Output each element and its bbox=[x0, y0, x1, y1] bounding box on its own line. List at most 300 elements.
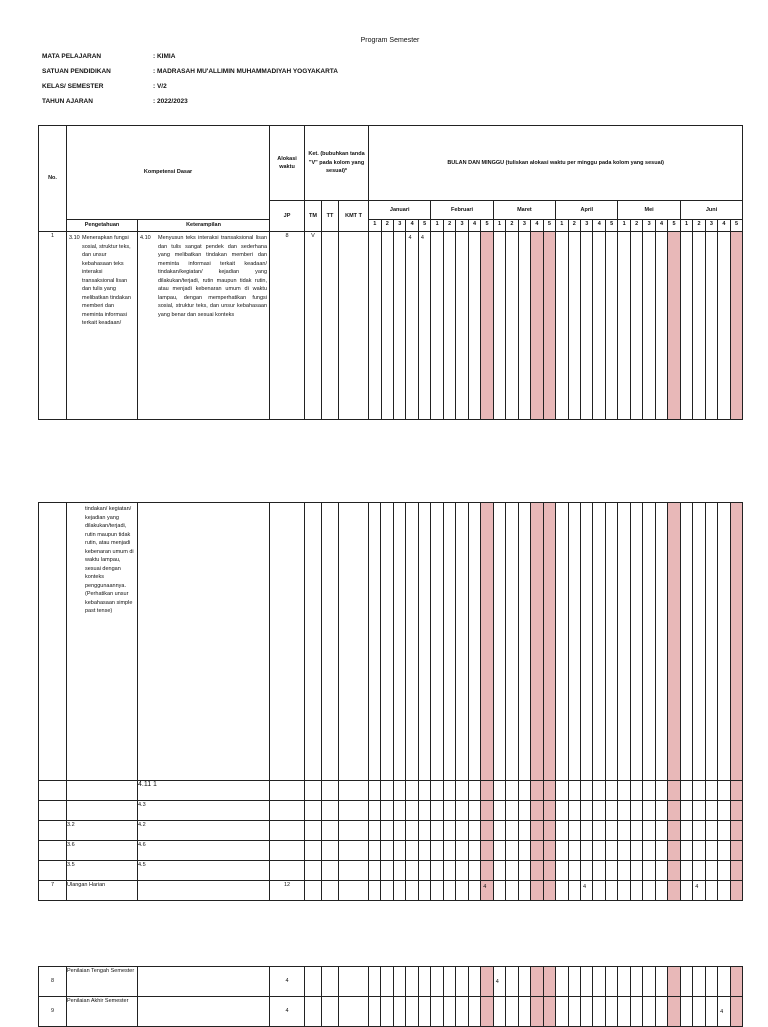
week-cell bbox=[418, 967, 430, 997]
row-number: 8 bbox=[39, 967, 67, 997]
week-cell bbox=[568, 861, 580, 881]
week-number: 5 bbox=[481, 220, 493, 232]
week-number: 5 bbox=[418, 220, 430, 232]
header-tt: TT bbox=[322, 201, 339, 232]
week-cell bbox=[593, 801, 605, 821]
week-cell bbox=[668, 967, 680, 997]
week-cell bbox=[668, 997, 680, 1027]
week-number: 5 bbox=[668, 220, 680, 232]
week-cell bbox=[630, 232, 642, 420]
jp-cell: 8 bbox=[270, 232, 305, 420]
month-maret: Maret bbox=[493, 201, 555, 220]
week-cell bbox=[630, 781, 642, 801]
table-row bbox=[39, 881, 743, 901]
program-table-2 bbox=[38, 502, 743, 901]
week-cell bbox=[643, 503, 655, 781]
week-cell bbox=[718, 503, 730, 781]
week-cell bbox=[605, 997, 617, 1027]
week-cell bbox=[605, 781, 617, 801]
row-number bbox=[39, 821, 67, 841]
week-cell bbox=[655, 232, 667, 420]
week-cell bbox=[518, 841, 530, 861]
week-cell bbox=[431, 997, 443, 1027]
page-title: Program Semester bbox=[360, 37, 420, 44]
month-mei: Mei bbox=[618, 201, 680, 220]
week-cell bbox=[543, 801, 555, 821]
week-cell bbox=[418, 821, 430, 841]
week-cell bbox=[556, 801, 568, 821]
header-ket: Ket. (bubuhkan tanda "V" pada kolom yang sesuai)* bbox=[305, 126, 369, 201]
week-cell bbox=[593, 232, 605, 420]
week-cell bbox=[655, 841, 667, 861]
row-number bbox=[39, 861, 67, 881]
week-cell bbox=[655, 881, 667, 901]
week-cell bbox=[393, 503, 405, 781]
week-cell bbox=[580, 967, 592, 997]
week-cell bbox=[381, 781, 393, 801]
week-cell bbox=[730, 232, 743, 420]
week-cell bbox=[680, 967, 692, 997]
pengetahuan-cell: 3.5 bbox=[67, 861, 138, 881]
week-cell bbox=[705, 861, 717, 881]
week-cell bbox=[643, 997, 655, 1027]
week-cell bbox=[369, 503, 381, 781]
week-cell bbox=[593, 821, 605, 841]
week-cell bbox=[443, 232, 455, 420]
week-cell bbox=[431, 801, 443, 821]
pengetahuan-text: Menerapkan fungsi sosial, struktur teks, dan unsur kebahasaan teks interaksi transaksional lisan dan tulis yang melibatkan tindakan memberi dan meminta informasi terkait keadaan/ bbox=[82, 235, 131, 326]
week-cell bbox=[543, 821, 555, 841]
week-cell bbox=[518, 881, 530, 901]
week-cell bbox=[456, 861, 468, 881]
row-number: 9 bbox=[39, 997, 67, 1027]
week-cell bbox=[668, 861, 680, 881]
week-cell bbox=[618, 861, 630, 881]
week-cell bbox=[580, 801, 592, 821]
week-number: 1 bbox=[556, 220, 568, 232]
week-cell bbox=[630, 503, 642, 781]
week-cell bbox=[568, 503, 580, 781]
table-row bbox=[39, 232, 743, 420]
week-number: 4 bbox=[593, 220, 605, 232]
week-cell bbox=[468, 997, 480, 1027]
week-cell bbox=[618, 801, 630, 821]
activity-label: Ulangan Harian bbox=[67, 881, 138, 901]
week-cell bbox=[718, 881, 730, 901]
activity-label: Penilaian Tengah Semester bbox=[67, 967, 138, 997]
week-cell bbox=[531, 781, 543, 801]
week-cell bbox=[518, 997, 530, 1027]
pengetahuan-cell bbox=[67, 801, 138, 821]
week-cell bbox=[431, 967, 443, 997]
table-row bbox=[39, 861, 743, 881]
week-cell bbox=[543, 503, 555, 781]
week-cell bbox=[680, 881, 692, 901]
week-number: 4 bbox=[531, 220, 543, 232]
month-juni: Juni bbox=[680, 201, 743, 220]
week-cell bbox=[406, 781, 418, 801]
pengetahuan-text: tindakan/ kegiatan/ kejadian yang dilakukan/terjadi, rutin maupun tidak rutin, atau menjadi kebenaran umum di waktu lampau, sesuai dengan konteks penggunaannya. (Perhatikan unsur kebahasaan simple past tense) bbox=[85, 506, 134, 614]
jp-cell: 12 bbox=[270, 881, 305, 901]
info-value: : V/2 bbox=[153, 83, 167, 90]
week-cell bbox=[406, 997, 418, 1027]
week-cell bbox=[418, 997, 430, 1027]
week-number: 2 bbox=[568, 220, 580, 232]
week-cell bbox=[443, 861, 455, 881]
info-value: : MADRASAH MU'ALLIMIN MUHAMMADIYAH YOGYAKARTA bbox=[153, 68, 338, 75]
info-label: MATA PELAJARAN bbox=[42, 53, 102, 60]
week-cell bbox=[369, 821, 381, 841]
week-cell bbox=[593, 967, 605, 997]
row-number bbox=[39, 841, 67, 861]
week-cell bbox=[680, 503, 692, 781]
week-cell bbox=[418, 503, 430, 781]
week-cell bbox=[556, 841, 568, 861]
week-cell bbox=[456, 841, 468, 861]
week-cell bbox=[431, 821, 443, 841]
week-number: 3 bbox=[705, 220, 717, 232]
header-jp: JP bbox=[270, 201, 305, 232]
week-cell bbox=[481, 861, 493, 881]
week-cell bbox=[393, 801, 405, 821]
week-cell bbox=[406, 841, 418, 861]
week-cell bbox=[618, 967, 630, 997]
week-cell bbox=[605, 503, 617, 781]
week-cell bbox=[730, 503, 742, 781]
week-cell bbox=[481, 997, 493, 1027]
table-row bbox=[39, 841, 743, 861]
week-cell bbox=[456, 967, 468, 997]
week-cell bbox=[543, 997, 555, 1027]
week-cell bbox=[381, 232, 393, 420]
keterampilan-cell: 4.11 1 bbox=[138, 781, 270, 801]
week-cell bbox=[693, 997, 705, 1027]
week-cell bbox=[468, 881, 480, 901]
info-value: : KIMIA bbox=[153, 53, 176, 60]
week-cell bbox=[693, 861, 705, 881]
week-cell bbox=[381, 997, 393, 1027]
row-number: 7 bbox=[39, 881, 67, 901]
week-cell bbox=[680, 861, 692, 881]
week-cell bbox=[630, 967, 642, 997]
week-cell bbox=[618, 997, 630, 1027]
week-cell bbox=[730, 801, 742, 821]
week-cell bbox=[418, 861, 430, 881]
week-number: 3 bbox=[518, 220, 530, 232]
week-cell bbox=[369, 781, 381, 801]
week-cell bbox=[518, 781, 530, 801]
week-cell bbox=[705, 801, 717, 821]
week-cell bbox=[580, 841, 592, 861]
keterampilan-cell: 4.3 bbox=[138, 801, 270, 821]
week-cell bbox=[481, 503, 493, 781]
week-cell bbox=[630, 801, 642, 821]
kmt-cell bbox=[339, 503, 369, 781]
week-cell bbox=[593, 881, 605, 901]
week-cell bbox=[531, 503, 543, 781]
program-table-3 bbox=[38, 966, 743, 1027]
week-cell bbox=[593, 997, 605, 1027]
week-cell bbox=[543, 232, 555, 420]
week-cell bbox=[531, 801, 543, 821]
week-number: 2 bbox=[381, 220, 393, 232]
jp-cell bbox=[270, 503, 305, 781]
week-cell bbox=[718, 232, 730, 420]
week-cell bbox=[643, 967, 655, 997]
week-cell bbox=[718, 821, 730, 841]
week-row bbox=[39, 220, 743, 232]
keterampilan-cell bbox=[138, 503, 270, 781]
table-row bbox=[39, 503, 743, 781]
week-cell bbox=[668, 781, 680, 801]
jp-cell: 4 bbox=[270, 997, 305, 1027]
week-cell bbox=[518, 861, 530, 881]
week-cell bbox=[643, 232, 655, 420]
week-cell bbox=[406, 861, 418, 881]
week-number: 3 bbox=[643, 220, 655, 232]
week-cell bbox=[705, 821, 717, 841]
row-number bbox=[39, 781, 67, 801]
week-cell bbox=[443, 821, 455, 841]
week-cell bbox=[506, 781, 518, 801]
week-cell bbox=[406, 503, 418, 781]
week-cell bbox=[481, 781, 493, 801]
week-cell bbox=[393, 232, 405, 420]
week-cell bbox=[593, 861, 605, 881]
week-cell: 4 bbox=[580, 881, 592, 901]
week-cell bbox=[518, 503, 530, 781]
week-cell bbox=[381, 967, 393, 997]
kd-number: 3.10 bbox=[69, 235, 80, 241]
pengetahuan-cell bbox=[67, 503, 138, 781]
week-cell bbox=[680, 821, 692, 841]
week-cell bbox=[468, 781, 480, 801]
week-cell bbox=[580, 997, 592, 1027]
week-number: 1 bbox=[369, 220, 381, 232]
week-cell bbox=[418, 781, 430, 801]
week-cell bbox=[618, 881, 630, 901]
week-cell bbox=[406, 881, 418, 901]
week-cell bbox=[481, 232, 493, 420]
header-kompetensi-dasar: Kompetensi Dasar bbox=[67, 126, 270, 220]
keterampilan-cell: 4.6 bbox=[138, 841, 270, 861]
week-number: 2 bbox=[630, 220, 642, 232]
week-cell bbox=[393, 967, 405, 997]
week-cell bbox=[456, 503, 468, 781]
tt-cell bbox=[322, 503, 339, 781]
table-row bbox=[39, 997, 743, 1027]
week-cell bbox=[680, 232, 692, 420]
week-cell bbox=[493, 801, 505, 821]
week-cell bbox=[730, 781, 742, 801]
week-cell bbox=[381, 861, 393, 881]
week-cell bbox=[431, 503, 443, 781]
week-cell bbox=[393, 881, 405, 901]
week-cell bbox=[618, 232, 630, 420]
week-cell bbox=[481, 967, 493, 997]
week-cell bbox=[456, 801, 468, 821]
week-cell bbox=[580, 861, 592, 881]
week-cell bbox=[506, 997, 518, 1027]
week-cell bbox=[369, 881, 381, 901]
week-cell bbox=[506, 841, 518, 861]
week-cell bbox=[655, 967, 667, 997]
week-cell bbox=[543, 881, 555, 901]
week-cell bbox=[506, 881, 518, 901]
row-number bbox=[39, 801, 67, 821]
week-cell bbox=[693, 781, 705, 801]
pengetahuan-cell: 3.2 bbox=[67, 821, 138, 841]
week-cell: 4 bbox=[418, 232, 430, 420]
week-cell bbox=[643, 841, 655, 861]
jp-cell: 4 bbox=[270, 967, 305, 997]
week-cell bbox=[693, 821, 705, 841]
week-cell bbox=[456, 821, 468, 841]
week-cell bbox=[468, 821, 480, 841]
week-cell bbox=[705, 881, 717, 901]
pengetahuan-cell bbox=[67, 232, 138, 420]
week-number: 3 bbox=[456, 220, 468, 232]
week-cell bbox=[718, 967, 730, 997]
week-cell bbox=[431, 781, 443, 801]
kd-number: 4.10 bbox=[140, 235, 151, 241]
week-cell bbox=[493, 861, 505, 881]
week-number: 4 bbox=[655, 220, 667, 232]
keterampilan-text: Menyusun teks interaksi transaksional lisan dan tulis sangat pendek dan sederhana yang melibatkan tindakan memberi dan meminta informasi terkait keadaan/ tindakan/kegiatan/ kejadian yang dilakukan/terjadi, rutin maupun tidak rutin, atau menjadi kebenaran umum di waktu lampau, dengan memperhatikan fungsi sosial, struktur teks, dan unsur kebahasaan yang benar dan sesuai konteks bbox=[158, 235, 268, 318]
week-cell bbox=[605, 232, 617, 420]
table-row bbox=[39, 801, 743, 821]
week-cell bbox=[369, 997, 381, 1027]
week-cell bbox=[605, 841, 617, 861]
week-cell bbox=[443, 801, 455, 821]
week-cell bbox=[655, 503, 667, 781]
week-cell: 4 bbox=[718, 997, 730, 1027]
week-cell bbox=[531, 967, 543, 997]
week-cell bbox=[680, 781, 692, 801]
header-pengetahuan: Pengetahuan bbox=[67, 220, 138, 232]
week-number: 4 bbox=[718, 220, 730, 232]
week-number: 1 bbox=[680, 220, 692, 232]
table-row bbox=[39, 821, 743, 841]
week-cell bbox=[680, 801, 692, 821]
week-cell bbox=[506, 861, 518, 881]
week-cell bbox=[668, 232, 680, 420]
week-cell bbox=[506, 232, 518, 420]
week-cell bbox=[668, 881, 680, 901]
week-number: 2 bbox=[443, 220, 455, 232]
header-alokasi: Alokasi waktu bbox=[270, 126, 305, 201]
week-cell bbox=[618, 841, 630, 861]
week-cell bbox=[369, 841, 381, 861]
keterampilan-cell: 4.2 bbox=[138, 821, 270, 841]
week-cell bbox=[568, 781, 580, 801]
week-cell bbox=[406, 801, 418, 821]
week-cell bbox=[518, 801, 530, 821]
week-cell bbox=[456, 232, 468, 420]
program-table-1 bbox=[38, 125, 743, 420]
week-cell bbox=[456, 781, 468, 801]
week-cell bbox=[605, 801, 617, 821]
week-cell bbox=[456, 997, 468, 1027]
week-number: 4 bbox=[406, 220, 418, 232]
week-cell bbox=[730, 967, 742, 997]
week-cell bbox=[630, 881, 642, 901]
week-cell bbox=[531, 997, 543, 1027]
week-cell bbox=[369, 967, 381, 997]
week-cell bbox=[630, 997, 642, 1027]
week-cell bbox=[506, 821, 518, 841]
week-cell bbox=[643, 801, 655, 821]
week-cell bbox=[381, 503, 393, 781]
week-cell bbox=[543, 841, 555, 861]
week-cell bbox=[406, 821, 418, 841]
week-cell bbox=[580, 781, 592, 801]
week-cell bbox=[531, 821, 543, 841]
week-cell bbox=[481, 821, 493, 841]
week-cell bbox=[568, 881, 580, 901]
week-number: 1 bbox=[618, 220, 630, 232]
week-cell bbox=[406, 967, 418, 997]
week-cell: 4 bbox=[493, 967, 505, 997]
week-number: 1 bbox=[493, 220, 505, 232]
week-cell bbox=[543, 781, 555, 801]
week-cell bbox=[468, 841, 480, 861]
week-cell bbox=[693, 232, 705, 420]
week-cell bbox=[643, 881, 655, 901]
table-row bbox=[39, 781, 743, 801]
header-row bbox=[39, 126, 743, 201]
week-cell bbox=[431, 881, 443, 901]
week-cell bbox=[705, 841, 717, 861]
week-number: 5 bbox=[730, 220, 743, 232]
header-kmt: KMT T bbox=[339, 201, 369, 232]
month-april: April bbox=[556, 201, 618, 220]
header-bulan-minggu: BULAN DAN MINGGU (tuliskan alokasi waktu per minggu pada kolom yang sesuai) bbox=[369, 126, 743, 201]
week-cell bbox=[556, 503, 568, 781]
week-cell bbox=[418, 841, 430, 861]
week-cell bbox=[393, 861, 405, 881]
week-cell bbox=[718, 801, 730, 821]
week-cell bbox=[493, 781, 505, 801]
week-cell bbox=[655, 861, 667, 881]
week-cell bbox=[630, 861, 642, 881]
week-cell bbox=[568, 841, 580, 861]
week-cell bbox=[556, 821, 568, 841]
week-cell bbox=[506, 967, 518, 997]
week-cell: 4 bbox=[406, 232, 418, 420]
tt-cell bbox=[322, 232, 339, 420]
week-cell bbox=[705, 781, 717, 801]
week-number: 3 bbox=[581, 220, 593, 232]
week-cell bbox=[443, 967, 455, 997]
week-cell bbox=[468, 503, 480, 781]
week-cell bbox=[693, 967, 705, 997]
week-cell bbox=[655, 821, 667, 841]
week-cell bbox=[518, 232, 530, 420]
week-number: 2 bbox=[506, 220, 518, 232]
week-cell bbox=[531, 841, 543, 861]
week-cell bbox=[468, 232, 480, 420]
week-cell bbox=[443, 841, 455, 861]
week-cell bbox=[718, 841, 730, 861]
week-cell bbox=[593, 503, 605, 781]
week-cell bbox=[393, 997, 405, 1027]
week-cell bbox=[443, 997, 455, 1027]
week-cell bbox=[680, 997, 692, 1027]
info-value: : 2022/2023 bbox=[153, 98, 188, 105]
week-cell bbox=[705, 967, 717, 997]
week-cell bbox=[730, 821, 742, 841]
